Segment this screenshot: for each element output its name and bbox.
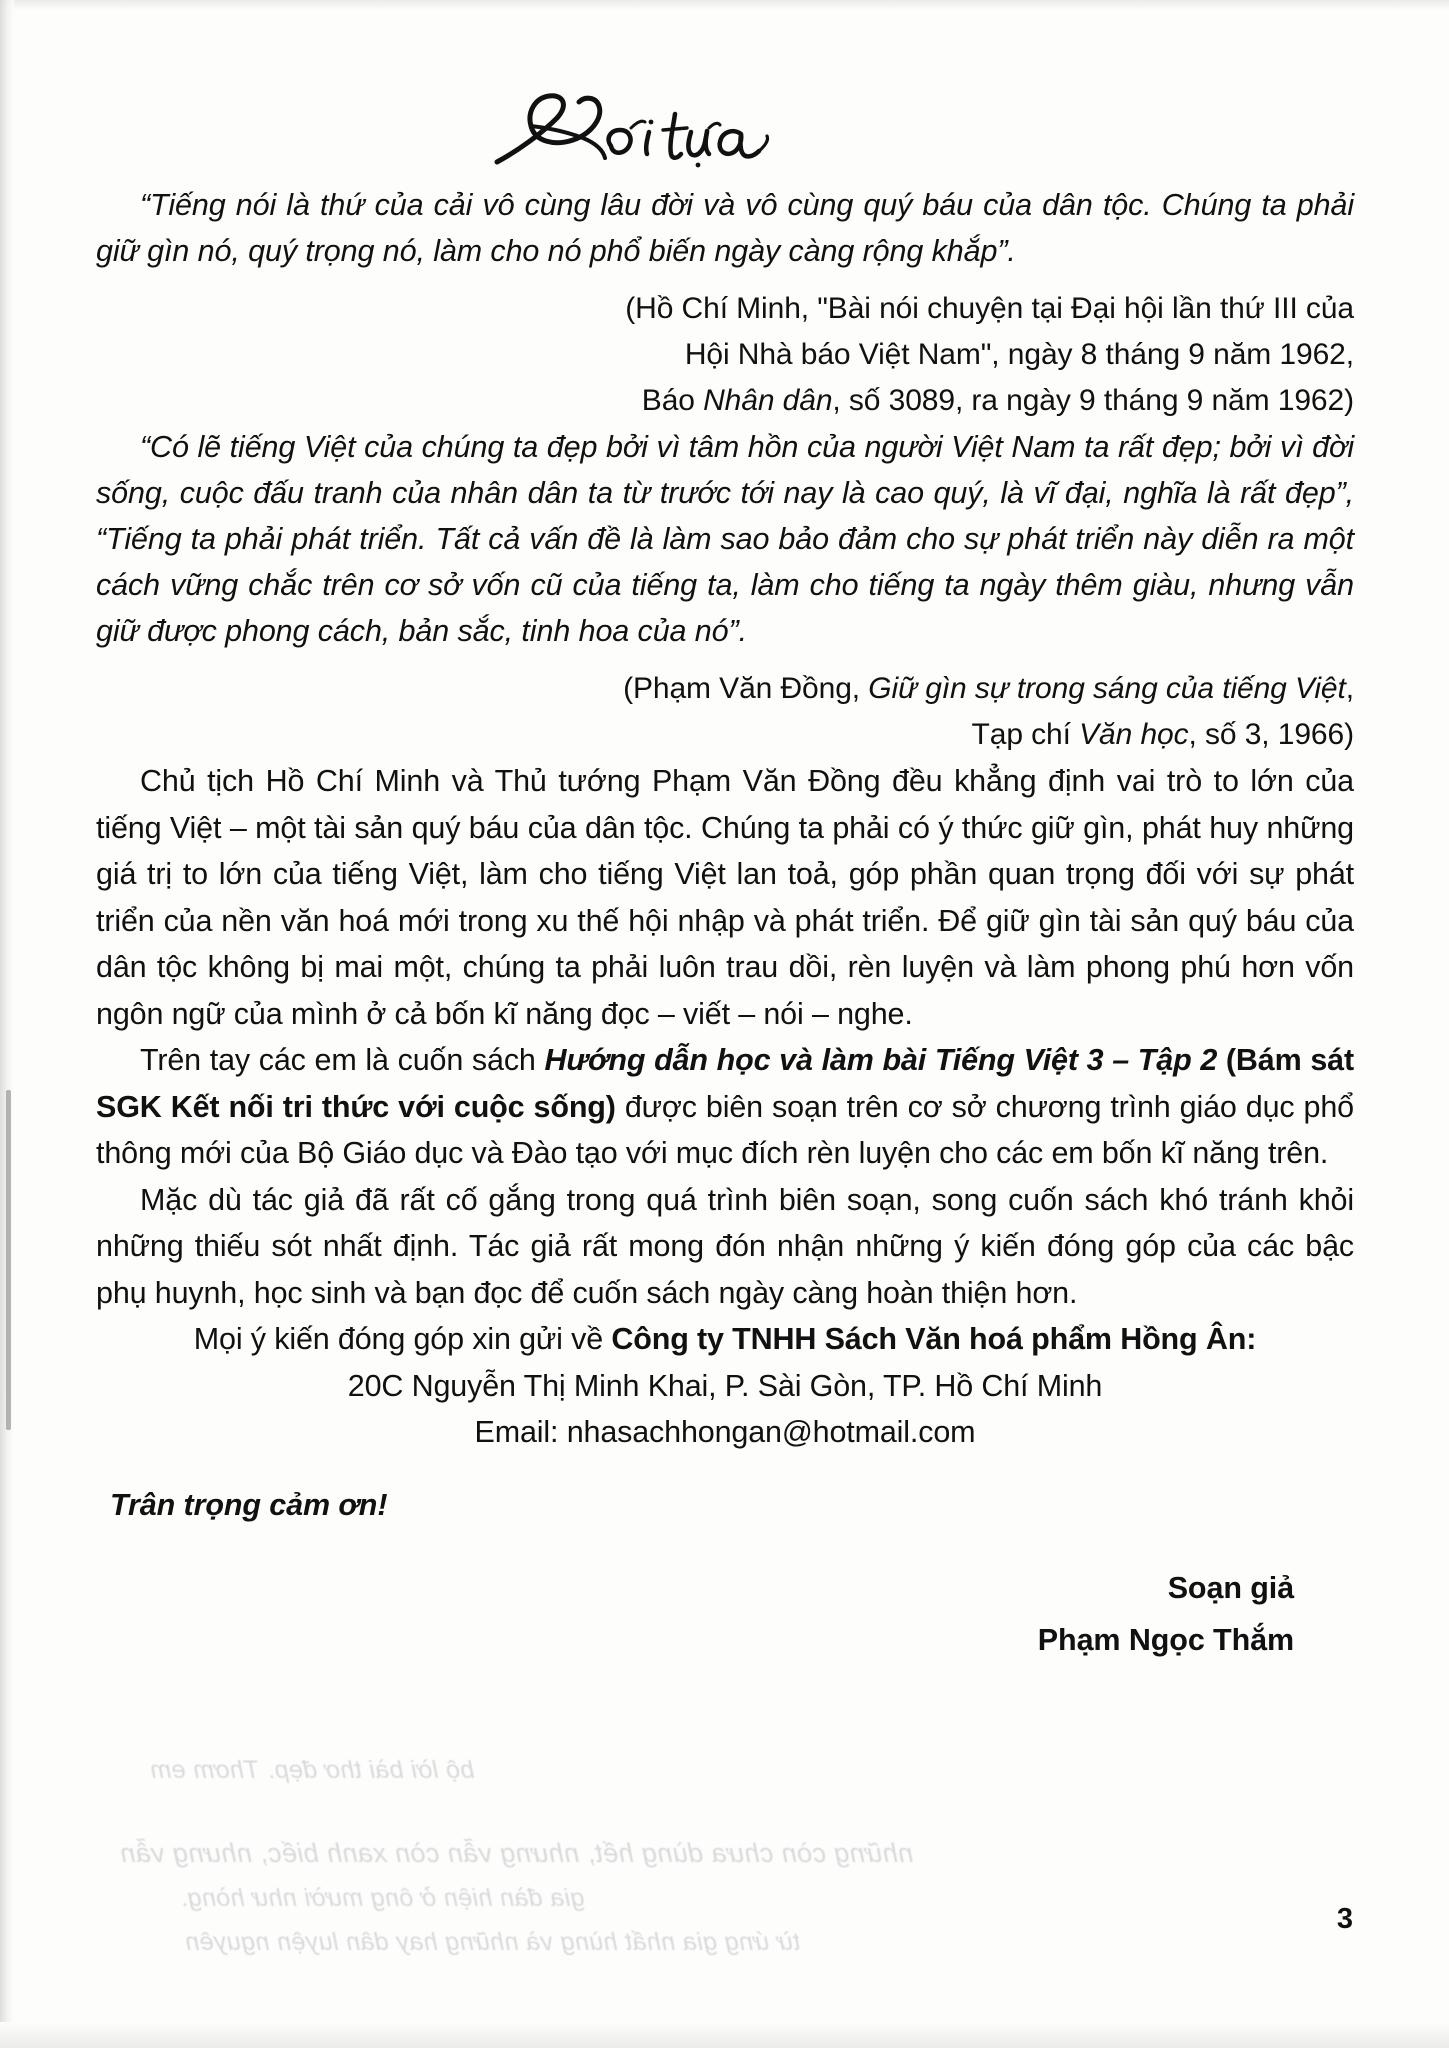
contact-lead-prefix: Mọi ý kiến đóng góp xin gửi về — [193, 1322, 612, 1356]
attribution-line-3-prefix: Báo — [641, 384, 704, 417]
body-paragraph-3 — [96, 1177, 1354, 1317]
signature-author: Phạm Ngọc Thắm — [1037, 1622, 1294, 1657]
page-number: 3 — [1336, 1903, 1353, 1935]
attribution-line-3 — [96, 378, 1354, 424]
company-email[interactable]: Email: nhasachhongan@hotmail.com — [474, 1415, 976, 1449]
body-paragraph-2-suffix: được biên soạn trên cơ sở chương trình giáo dục phổ thông mới của Bộ Giáo dục và Đào tạo với mục đích rèn luyện cho các em bốn kĩ năng trên. — [96, 1089, 1354, 1170]
body-paragraph-1-text: Chủ tịch Hồ Chí Minh và Thủ tướng Phạm Văn Đồng đều khẳng định vai trò to lớn của tiếng Việt – một tài sản quý báu của dân tộc. Chúng ta phải có ý thức giữ gìn, phát huy những giá trị to lớn của tiếng Việt, làm cho tiếng Việt lan toả, góp phần quan trọng đối với sự phát triển của nền văn hoá mới trong xu thế hội nhập và phát triển. Để giữ gìn tài sản quý báu của dân tộc không bị mai một, chúng ta phải luôn trau dồi, rèn luyện và làm phong phú hơn vốn ngôn ngữ của mình ở cả bốn kĩ năng đọc – viết – nói – nghe. — [96, 764, 1354, 1031]
contact-lead — [96, 1316, 1354, 1363]
book-title: Hướng dẫn học và làm bài Tiếng Việt 3 – Tập 2 — [544, 1043, 1218, 1077]
body-paragraph-2 — [96, 1037, 1354, 1177]
attribution-pvd-journal-prefix: Tạp chí — [971, 718, 1080, 751]
attribution-line-3-newspaper: Nhân dân — [703, 384, 833, 417]
body-paragraph-1 — [96, 758, 1354, 1037]
quote-ho-chi-minh — [96, 182, 1354, 274]
body-paragraph-3-text: Mặc dù tác giả đã rất cố gắng trong quá trình biên soạn, song cuốn sách khó tránh khỏi những thiếu sót nhất định. Tác giả rất mong đón nhận những ý kiến đóng góp của các bậc phụ huynh, học sinh và bạn đọc để cuốn sách ngày càng hoàn thiện hơn. — [96, 1182, 1354, 1310]
closing-thanks: Trân trọng cảm ơn! — [110, 1487, 388, 1522]
body-paragraph-2-prefix: Trên tay các em là cuốn sách — [140, 1043, 545, 1077]
scan-edge-bottom — [0, 2022, 1449, 2048]
attribution-pvd-work-title: Giữ gìn sự trong sáng của tiếng Việt — [868, 672, 1346, 705]
attribution-pvd-prefix: (Phạm Văn Đồng, — [623, 672, 869, 705]
attribution-line-2: Hội Nhà báo Việt Nam", ngày 8 tháng 9 năm 1962, — [684, 338, 1354, 371]
attribution-line-3-suffix: , số 3089, ra ngày 9 tháng 9 năm 1962) — [832, 384, 1354, 417]
scan-edge-left — [0, 0, 14, 2048]
attribution-pham-van-dong — [96, 666, 1354, 758]
ghost-text-line-3: từ ứng gia nhất hùng và những hay dân luyện nguyên — [185, 1928, 801, 1956]
attribution-pvd-suffix: , — [1345, 672, 1354, 705]
attribution-pvd-journal-suffix: , số 3, 1966) — [1188, 718, 1354, 751]
book-series-note: (Bám sát SGK Kết nối tri thức với cuộc sống) — [96, 1043, 1354, 1124]
attribution-line-1: (Hồ Chí Minh, "Bài nói chuyện tại Đại hội lần thứ III của — [625, 292, 1354, 325]
ghost-text-line-2: gia đàn hiện ở ông mười như hòng. — [180, 1884, 585, 1912]
company-address: 20C Nguyễn Thị Minh Khai, P. Sài Gòn, TP. Hồ Chí Minh — [347, 1368, 1103, 1403]
signature-block — [96, 1562, 1294, 1666]
ghost-text-line-1: những còn chưa dùng hết, nhưng vẫn còn xanh biếc, nhưng vẫn — [120, 1838, 914, 1868]
quote-ho-chi-minh-text: “Tiếng nói là thứ của cải vô cùng lâu đời và vô cùng quý báu của dân tộc. Chúng ta phải giữ gìn nó, quý trọng nó, làm cho nó phổ biến ngày càng rộng khắp”. — [96, 188, 1354, 268]
attribution-ho-chi-minh — [96, 286, 1354, 424]
body-paragraph-2-middle — [1217, 1043, 1226, 1077]
attribution-pvd-journal-title: Văn học — [1079, 718, 1189, 751]
signature-role: Soạn giả — [1167, 1570, 1294, 1605]
attribution-pvd-line-1 — [96, 666, 1354, 712]
ghost-text-line-4: bộ lời bài thơ đẹp. Thơm em — [150, 1756, 475, 1784]
scan-binding-mark — [6, 1090, 11, 1430]
company-name: Công ty TNHH Sách Văn hoá phẩm Hồng Ân: — [611, 1322, 1257, 1356]
quote-pham-van-dong — [96, 424, 1354, 654]
quote-pham-van-dong-text: “Có lẽ tiếng Việt của chúng ta đẹp bởi vì tâm hồn của người Việt Nam ta rất đẹp; bởi vì đời sống, cuộc đấu tranh của nhân dân ta từ trước tới nay là cao quý, là vĩ đại, nghĩa là rất đẹp”, “Tiếng ta phải phát triển. Tất cả vấn đề là làm sao bảo đảm cho sự phát triển này diễn ra một cách vững chắc trên cơ sở vốn cũ của tiếng ta, làm cho tiếng ta ngày thêm giàu, nhưng vẫn giữ được phong cách, bản sắc, tinh hoa của nó”. — [96, 430, 1354, 648]
attribution-pvd-line-2 — [96, 712, 1354, 758]
